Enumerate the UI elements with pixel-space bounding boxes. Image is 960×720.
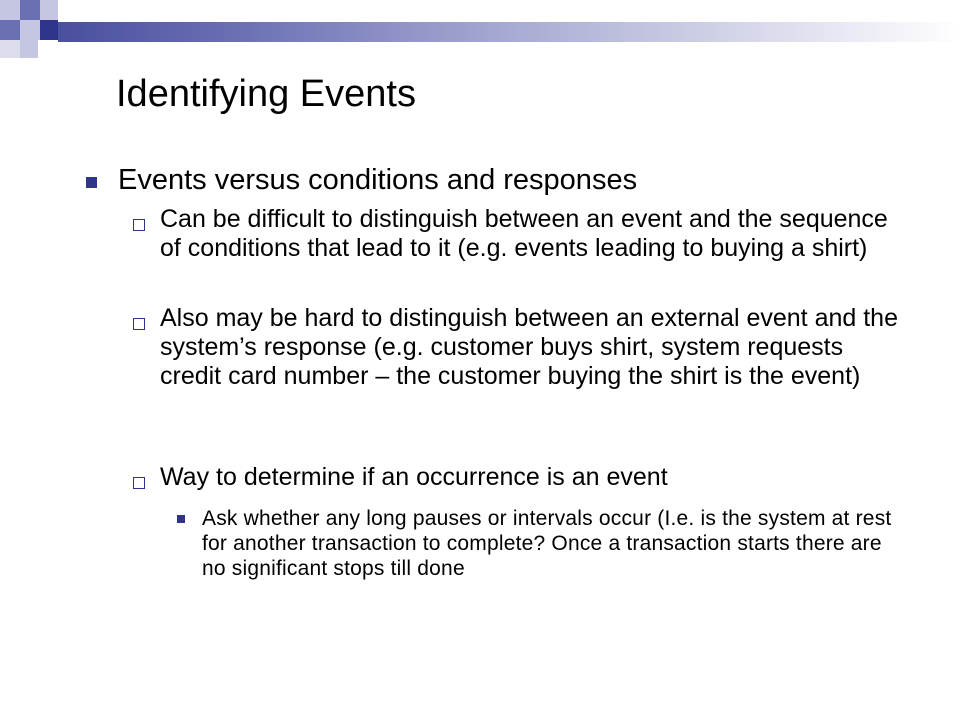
sub-sub-item: Ask whether any long pauses or intervals occur (I.e. is the system at rest for another transaction to complete? Once a transaction starts there are no significant stops till done <box>202 507 892 580</box>
sub-item: Also may be hard to distinguish between an external event and the system’s response (e.g. customer buys shirt, system requests credit card number – the customer buying the shirt is the event) <box>160 304 898 390</box>
hollow-square-bullet-icon <box>133 318 145 330</box>
bullet-level1: Events versus conditions and responses <box>118 164 638 196</box>
sub-item: Can be difficult to distinguish between an event and the sequence of conditions that lead to it (e.g. events leading to buying a shirt) <box>160 205 888 262</box>
hollow-square-bullet-icon <box>133 219 145 231</box>
slide-title: Identifying Events <box>116 73 416 115</box>
sub-item: Way to determine if an occurrence is an event <box>160 463 668 491</box>
square-bullet-icon <box>177 515 185 523</box>
hollow-square-bullet-icon <box>133 477 145 489</box>
square-bullet-icon <box>86 177 97 188</box>
